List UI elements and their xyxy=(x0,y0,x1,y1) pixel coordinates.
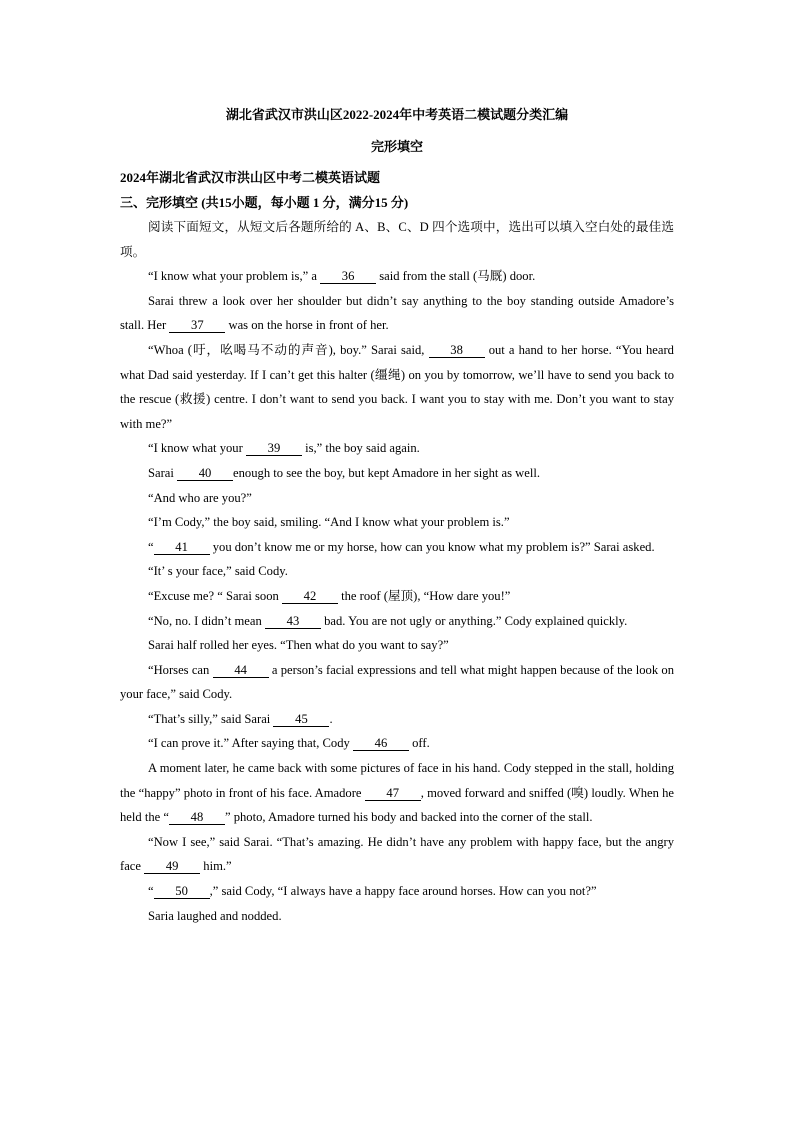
text-segment: ” photo, Amadore turned his body and backed into the corner of the stall. xyxy=(224,810,593,825)
paragraph-13 xyxy=(120,658,674,707)
blank-41: 41 xyxy=(154,540,210,555)
text-segment: “Now I see,” said Sarai. “That’s amazing. He didn’t have any problem with happy face, but the angry face xyxy=(120,834,674,874)
text-segment: Sarai xyxy=(148,465,174,480)
blank-37: 37 xyxy=(169,318,225,333)
paragraph-10 xyxy=(120,584,674,609)
paragraph-15 xyxy=(120,731,674,756)
text-segment: a person’s facial expressions and tell what might happen because of the look on your face,” said Cody. xyxy=(120,662,674,702)
text-segment: out a hand to her horse. “You heard what Dad said yesterday. If I can’t get this halter (缰绳) on you by tomorrow, we’ll have to send you back to the rescue (救援) centre. I don’t want to send you back. I want you to stay with me. Don’t you want to stay with me?” xyxy=(120,342,674,431)
text-segment: him.” xyxy=(203,859,232,874)
text-segment: is,” the boy said again. xyxy=(305,441,420,456)
text-segment: “ xyxy=(148,884,154,899)
blank-43: 43 xyxy=(265,614,321,629)
text-segment: “No, no. I didn’t mean xyxy=(148,613,262,628)
blank-38: 38 xyxy=(429,343,485,358)
paragraph-8 xyxy=(120,535,674,560)
text-segment: enough to see the boy, but kept Amadore in her sight as well. xyxy=(233,465,541,480)
section-heading: 三、完形填空 (共15小题，每小题 1 分，满分15 分) xyxy=(120,195,409,210)
paragraph-19: Saria laughed and nodded. xyxy=(148,908,282,923)
paragraph-5 xyxy=(120,461,674,486)
text-segment: “I know what your problem is,” a xyxy=(148,269,317,284)
text-segment: . xyxy=(329,711,333,726)
text-segment: off. xyxy=(412,736,430,751)
text-segment: A moment later, he came back with some pictures of face in his hand. Cody stepped in the stall, holding the “happy” photo in front of his face. Amadore xyxy=(120,761,674,800)
blank-47: 47 xyxy=(365,786,421,801)
passage-body xyxy=(120,215,674,928)
paragraph-2 xyxy=(120,289,674,338)
blank-45: 45 xyxy=(273,712,329,727)
blank-40: 40 xyxy=(177,466,233,481)
paragraph-3 xyxy=(120,338,674,436)
text-segment: “That’s silly,” said Sarai xyxy=(148,711,271,726)
paragraph-17 xyxy=(120,830,674,879)
paragraph-1 xyxy=(120,264,674,289)
document-title: 湖北省武汉市洪山区2022-2024年中考英语二模试题分类汇编 xyxy=(225,107,569,122)
text-segment: “Whoa (吁，吆喝马不动的声音), boy.” Sarai said, xyxy=(148,342,425,357)
paragraph-4 xyxy=(120,436,674,461)
paragraph-6: “And who are you?” xyxy=(148,490,252,505)
blank-42: 42 xyxy=(282,589,338,604)
text-segment: “Excuse me? “ Sarai soon xyxy=(148,588,279,603)
text-segment: Sarai threw a look over her shoulder but didn’t say anything to the boy standing outside Amadore’s stall. Her xyxy=(120,293,674,333)
paragraph-7: “I’m Cody,” the boy said, smiling. “And I know what your problem is.” xyxy=(148,515,510,530)
paragraph-9: “It’ s your face,” said Cody. xyxy=(148,564,288,579)
text-segment: , moved forward and sniffed (嗅) loudly. When he held the “ xyxy=(120,785,674,825)
blank-39: 39 xyxy=(246,441,302,456)
blank-44: 44 xyxy=(213,663,269,678)
paragraph-11 xyxy=(120,609,674,634)
text-segment: said from the stall (马厩) door. xyxy=(379,269,536,284)
exam-heading: 2024年湖北省武汉市洪山区中考二模英语试题 xyxy=(120,170,381,185)
text-segment: ,” said Cody, “I always have a happy face around horses. How can you not?” xyxy=(209,884,597,899)
text-segment: “ xyxy=(148,539,154,554)
instructions: 阅读下面短文，从短文后各题所给的 A、B、C、D 四个选项中，选出可以填入空白处的最佳选项。 xyxy=(120,220,674,259)
document-subtitle: 完形填空 xyxy=(370,139,423,154)
text-segment: “Horses can xyxy=(148,662,210,677)
text-segment: was on the horse in front of her. xyxy=(228,318,389,333)
text-segment: the roof (屋顶), “How dare you!” xyxy=(341,588,511,603)
paragraph-12: Sarai half rolled her eyes. “Then what do you want to say?” xyxy=(148,638,449,653)
text-segment: bad. You are not ugly or anything.” Cody explained quickly. xyxy=(324,613,628,628)
blank-50: 50 xyxy=(154,884,210,899)
text-segment: you don’t know me or my horse, how can you know what my problem is?” Sarai asked. xyxy=(212,539,655,554)
paragraph-18 xyxy=(120,879,674,904)
blank-36: 36 xyxy=(320,269,376,284)
paragraph-16 xyxy=(120,756,674,830)
paragraph-14 xyxy=(120,707,674,732)
blank-48: 48 xyxy=(169,810,225,825)
text-segment: “I can prove it.” After saying that, Cody xyxy=(148,736,350,751)
text-segment: “I know what your xyxy=(148,441,243,456)
blank-49: 49 xyxy=(144,859,200,874)
blank-46: 46 xyxy=(353,736,409,751)
